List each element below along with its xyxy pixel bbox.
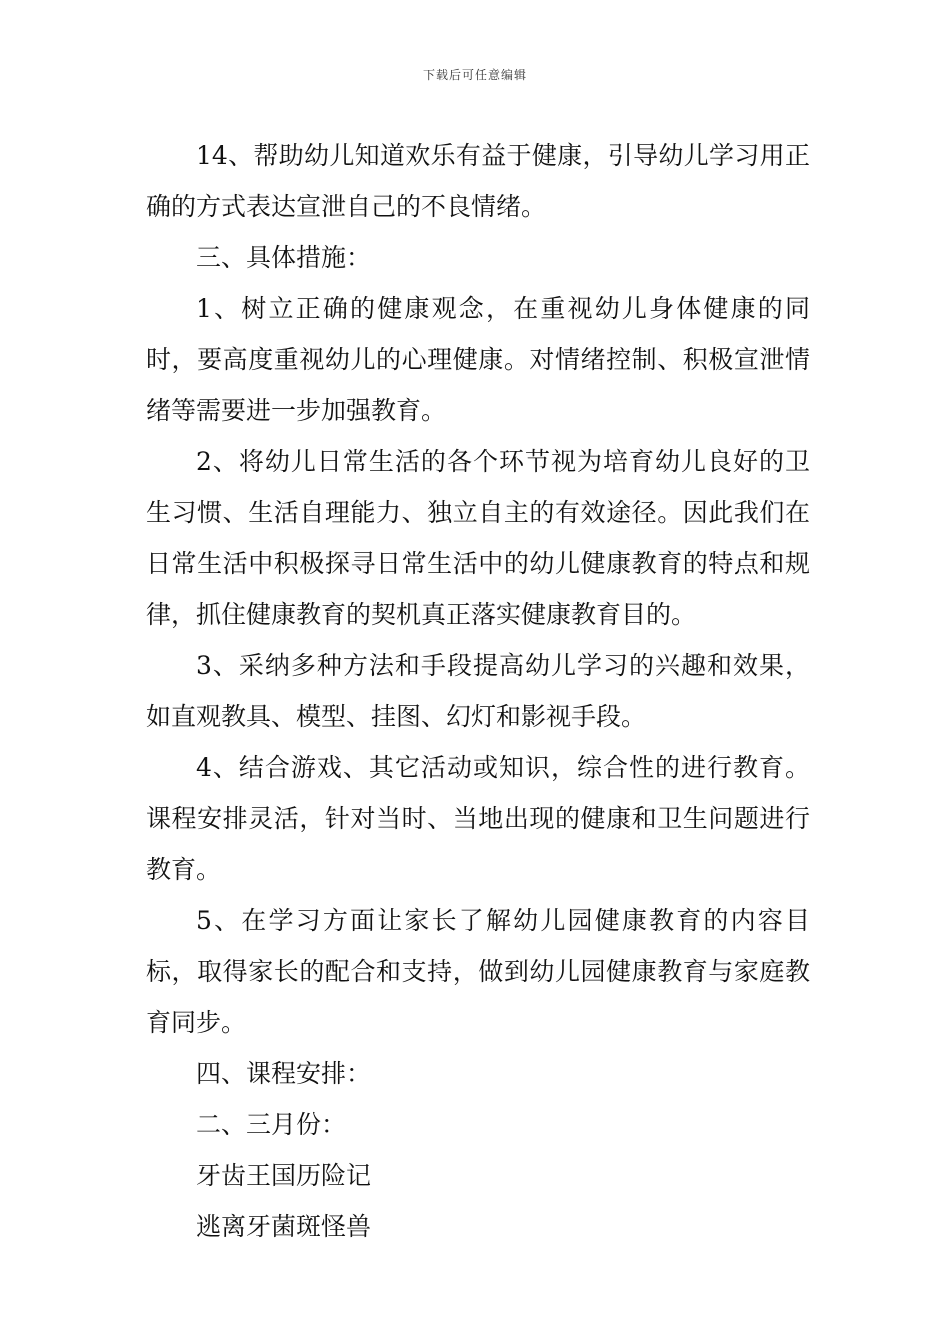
document-body [146, 130, 810, 1252]
paragraph-measure-5: 5、在学习方面让家长了解幼儿园健康教育的内容目标，取得家长的配合和支持，做到幼儿园健康教育与家庭教育同步。 [146, 906, 810, 1037]
paragraph-measure-1: 1、树立正确的健康观念，在重视幼儿身体健康的同时，要高度重视幼儿的心理健康。对情绪控制、积极宣泄情绪等需要进一步加强教育。 [146, 294, 810, 425]
paragraph-goal-14: 14、帮助幼儿知道欢乐有益于健康，引导幼儿学习用正确的方式表达宣泄自己的不良情绪。 [146, 141, 810, 221]
page-header: 下载后可任意编辑 [422, 68, 527, 82]
paragraph-measure-2: 2、将幼儿日常生活的各个环节视为培育幼儿良好的卫生习惯、生活自理能力、独立自主的有效途径。因此我们在日常生活中积极探寻日常生活中的幼儿健康教育的特点和规律，抓住健康教育的契机真正落实健康教育目的。 [146, 447, 810, 629]
section-heading-schedule: 四、课程安排： [196, 1059, 372, 1088]
paragraph-measure-3: 3、采纳多种方法和手段提高幼儿学习的兴趣和效果，如直观教具、模型、挂图、幻灯和影视手段。 [146, 651, 810, 731]
schedule-month-heading: 二、三月份： [196, 1110, 347, 1139]
paragraph-measure-4: 4、结合游戏、其它活动或知识，综合性的进行教育。课程安排灵活，针对当时、当地出现的健康和卫生问题进行教育。 [146, 753, 810, 884]
section-heading-measures: 三、具体措施： [196, 243, 372, 272]
lesson-title-1: 牙齿王国历险记 [196, 1161, 372, 1190]
lesson-title-2: 逃离牙菌斑怪兽 [196, 1212, 372, 1241]
